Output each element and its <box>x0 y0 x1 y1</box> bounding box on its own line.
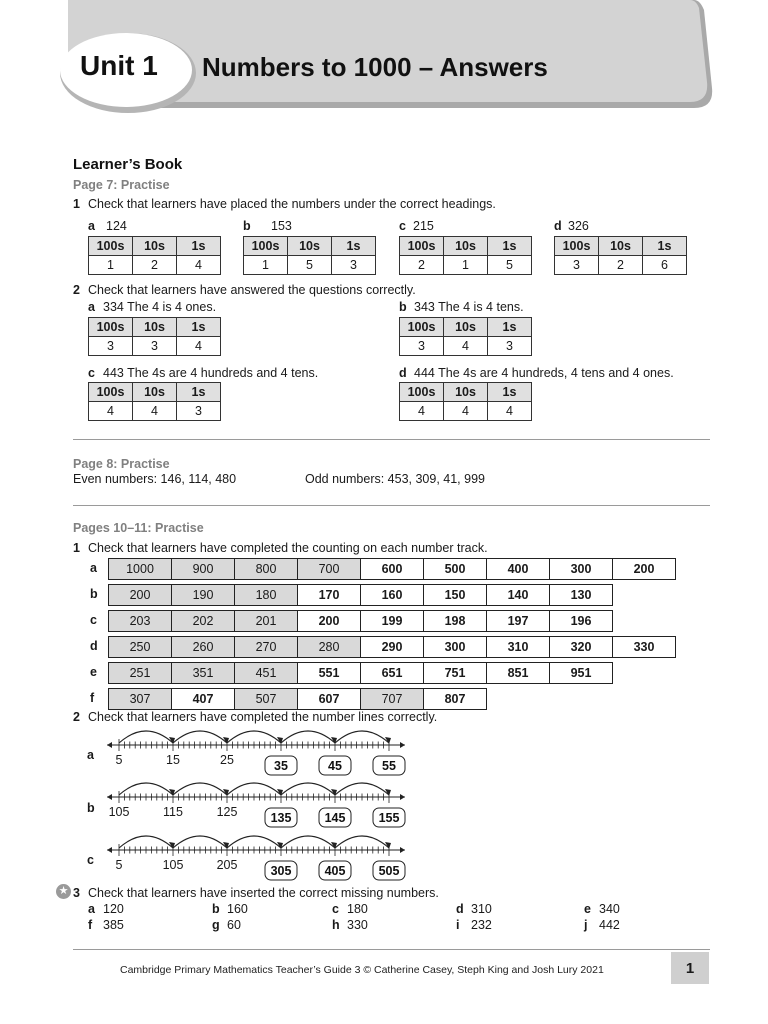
track-cell-given: 707 <box>360 688 424 710</box>
track-cell-given: 251 <box>108 662 172 684</box>
jump-arc <box>335 731 389 743</box>
answer-label: 505 <box>378 864 400 878</box>
pages10-11-heading: Pages 10–11: Practise <box>73 521 204 535</box>
tick-label: 205 <box>216 858 238 872</box>
track-cell-answer: 300 <box>423 636 487 658</box>
odd-numbers: Odd numbers: 453, 309, 41, 999 <box>305 472 485 486</box>
item-letter: c <box>399 219 406 233</box>
answer-letter: d <box>456 902 464 916</box>
arrow-right-icon <box>400 847 405 853</box>
pv-header: 100s <box>89 318 133 337</box>
tick-label: 25 <box>220 753 234 767</box>
challenge-star-icon: ★ <box>56 884 71 899</box>
track-cell-given: 190 <box>171 584 235 606</box>
pv-cell: 2 <box>400 256 444 275</box>
jump-arc <box>173 783 227 795</box>
page8-heading: Page 8: Practise <box>73 457 170 471</box>
pv-cell: 4 <box>133 402 177 421</box>
pv-cell: 3 <box>89 337 133 356</box>
pv-header: 100s <box>555 237 599 256</box>
tick-label: 105 <box>162 858 184 872</box>
answer-letter: f <box>88 918 93 932</box>
pv-header: 1s <box>488 237 532 256</box>
jump-arc <box>119 783 173 795</box>
pv-header: 10s <box>444 383 488 402</box>
pv-cell: 1 <box>89 256 133 275</box>
track-cell-given: 451 <box>234 662 298 684</box>
item-text: 334 The 4 is 4 ones. <box>103 300 217 314</box>
pv-header: 1s <box>177 237 221 256</box>
answer-label: 405 <box>324 864 346 878</box>
pv-cell: 5 <box>288 256 332 275</box>
pv-cell: 1 <box>444 256 488 275</box>
item-text: 343 The 4 is 4 tens. <box>414 300 524 314</box>
question-text: Check that learners have completed the number lines correctly. <box>88 710 438 724</box>
jump-arc <box>173 731 227 743</box>
track-cell-answer: 200 <box>612 558 676 580</box>
track-cell-given: 1000 <box>108 558 172 580</box>
item-number: 326 <box>568 219 589 233</box>
track-cell-answer: 290 <box>360 636 424 658</box>
page-number: 1 <box>671 952 709 984</box>
item-letter: a <box>88 219 95 233</box>
track-cell-answer: 951 <box>549 662 613 684</box>
pv-cell: 6 <box>643 256 687 275</box>
answer-letter: c <box>332 902 339 916</box>
question-number: 2 <box>73 710 80 724</box>
answer-label: 305 <box>270 864 292 878</box>
track-cell-answer: 199 <box>360 610 424 632</box>
track-letter: e <box>90 665 97 679</box>
pv-header: 10s <box>133 383 177 402</box>
track-cell-answer: 196 <box>549 610 613 632</box>
track-cell-answer: 407 <box>171 688 235 710</box>
answer-letter: h <box>332 918 340 932</box>
answer-value: 310 <box>471 902 492 916</box>
section-heading: Learner’s Book <box>73 156 183 173</box>
track-cell-given: 201 <box>234 610 298 632</box>
pv-header: 1s <box>177 318 221 337</box>
track-cell-answer: 320 <box>549 636 613 658</box>
track-cell-answer: 150 <box>423 584 487 606</box>
answer-label: 145 <box>324 811 346 825</box>
track-cell-given: 270 <box>234 636 298 658</box>
track-cell-answer: 330 <box>612 636 676 658</box>
track-cell-given: 202 <box>171 610 235 632</box>
track-cell-given: 900 <box>171 558 235 580</box>
track-cell-answer: 130 <box>549 584 613 606</box>
line-letter: a <box>87 748 94 762</box>
pv-header: 100s <box>400 383 444 402</box>
track-cell-answer: 310 <box>486 636 550 658</box>
track-cell-answer: 197 <box>486 610 550 632</box>
jump-arc <box>281 783 335 795</box>
jump-arc <box>119 836 173 848</box>
line-letter: b <box>87 801 95 815</box>
answer-value: 232 <box>471 918 492 932</box>
track-cell-answer: 807 <box>423 688 487 710</box>
track-cell-answer: 160 <box>360 584 424 606</box>
page-title: Numbers to 1000 – Answers <box>202 52 548 82</box>
answer-letter: j <box>584 918 588 932</box>
answer-value: 340 <box>599 902 620 916</box>
pv-cell: 4 <box>177 256 221 275</box>
jump-arc <box>227 731 281 743</box>
item-letter: b <box>243 219 251 233</box>
track-cell-answer: 198 <box>423 610 487 632</box>
question-number: 1 <box>73 197 80 211</box>
tick-label: 125 <box>216 805 238 819</box>
arrow-right-icon <box>400 742 405 748</box>
answer-letter: a <box>88 902 95 916</box>
answer-letter: i <box>456 918 460 932</box>
pv-cell: 4 <box>400 402 444 421</box>
pv-cell: 3 <box>555 256 599 275</box>
arrow-right-icon <box>400 794 405 800</box>
track-cell-answer: 600 <box>360 558 424 580</box>
answer-value: 120 <box>103 902 124 916</box>
jump-arc <box>173 836 227 848</box>
pv-cell: 3 <box>332 256 376 275</box>
item-letter: d <box>554 219 562 233</box>
jump-arc <box>335 836 389 848</box>
item-text: 444 The 4s are 4 hundreds, 4 tens and 4 ones. <box>414 366 674 380</box>
answer-value: 180 <box>347 902 368 916</box>
item-number: 215 <box>413 219 434 233</box>
line-letter: c <box>87 853 94 867</box>
track-cell-answer: 751 <box>423 662 487 684</box>
item-number: 124 <box>106 219 127 233</box>
pv-header: 10s <box>599 237 643 256</box>
pv-header: 100s <box>89 383 133 402</box>
page7-heading: Page 7: Practise <box>73 178 170 192</box>
pv-header: 10s <box>444 318 488 337</box>
unit-label: Unit 1 <box>80 50 158 81</box>
pv-header: 10s <box>444 237 488 256</box>
answer-label: 45 <box>328 759 342 773</box>
question-text: Check that learners have placed the numbers under the correct headings. <box>88 197 496 211</box>
track-cell-answer: 651 <box>360 662 424 684</box>
pv-cell: 5 <box>488 256 532 275</box>
footer-text: Cambridge Primary Mathematics Teacher’s Guide 3 © Catherine Casey, Steph King and Josh Lury 2021 <box>120 964 604 976</box>
arrow-left-icon <box>107 847 112 853</box>
jump-arc <box>281 731 335 743</box>
track-letter: f <box>90 691 95 705</box>
answer-value: 60 <box>227 918 241 932</box>
track-cell-answer: 140 <box>486 584 550 606</box>
pv-header: 10s <box>133 237 177 256</box>
question-number: 2 <box>73 283 80 297</box>
track-cell-answer: 851 <box>486 662 550 684</box>
item-number: 153 <box>271 219 292 233</box>
track-cell-given: 351 <box>171 662 235 684</box>
jump-arc <box>335 783 389 795</box>
pv-cell: 1 <box>244 256 288 275</box>
pv-cell: 4 <box>488 402 532 421</box>
pv-cell: 2 <box>599 256 643 275</box>
question-text: Check that learners have answered the questions correctly. <box>88 283 416 297</box>
tick-label: 5 <box>115 858 123 872</box>
answer-label: 155 <box>378 811 400 825</box>
pv-cell: 4 <box>89 402 133 421</box>
tick-label: 115 <box>163 805 183 819</box>
pv-header: 10s <box>133 318 177 337</box>
pv-cell: 3 <box>400 337 444 356</box>
arrow-left-icon <box>107 742 112 748</box>
track-cell-given: 307 <box>108 688 172 710</box>
track-cell-answer: 200 <box>297 610 361 632</box>
tick-label: 15 <box>166 753 180 767</box>
answer-letter: e <box>584 902 591 916</box>
item-letter: c <box>88 366 95 380</box>
question-text: Check that learners have completed the counting on each number track. <box>88 541 488 555</box>
pv-header: 10s <box>288 237 332 256</box>
answer-letter: g <box>212 918 220 932</box>
pv-header: 1s <box>177 383 221 402</box>
track-cell-given: 200 <box>108 584 172 606</box>
track-cell-given: 180 <box>234 584 298 606</box>
track-cell-answer: 500 <box>423 558 487 580</box>
pv-cell: 4 <box>444 337 488 356</box>
divider <box>73 949 710 950</box>
pv-header: 1s <box>643 237 687 256</box>
pv-cell: 3 <box>133 337 177 356</box>
track-cell-given: 280 <box>297 636 361 658</box>
track-cell-answer: 170 <box>297 584 361 606</box>
jump-arc <box>119 731 173 743</box>
question-number: 3 <box>73 886 80 900</box>
track-cell-answer: 400 <box>486 558 550 580</box>
pv-header: 1s <box>488 318 532 337</box>
track-cell-answer: 551 <box>297 662 361 684</box>
answer-label: 135 <box>270 811 292 825</box>
track-cell-answer: 607 <box>297 688 361 710</box>
pv-cell: 4 <box>177 337 221 356</box>
track-cell-given: 203 <box>108 610 172 632</box>
jump-arc <box>227 783 281 795</box>
item-text: 443 The 4s are 4 hundreds and 4 tens. <box>103 366 319 380</box>
item-letter: a <box>88 300 95 314</box>
answer-label: 55 <box>382 759 396 773</box>
jump-arc <box>227 836 281 848</box>
pv-header: 100s <box>244 237 288 256</box>
answer-letter: b <box>212 902 220 916</box>
answer-value: 160 <box>227 902 248 916</box>
track-letter: a <box>90 561 97 575</box>
question-text: Check that learners have inserted the correct missing numbers. <box>88 886 439 900</box>
jump-arc <box>281 836 335 848</box>
pv-header: 100s <box>400 237 444 256</box>
track-cell-given: 507 <box>234 688 298 710</box>
track-letter: c <box>90 613 97 627</box>
pv-header: 1s <box>488 383 532 402</box>
track-cell-given: 260 <box>171 636 235 658</box>
answer-value: 330 <box>347 918 368 932</box>
track-cell-answer: 300 <box>549 558 613 580</box>
track-letter: b <box>90 587 98 601</box>
answer-value: 385 <box>103 918 124 932</box>
even-numbers: Even numbers: 146, 114, 480 <box>73 472 237 486</box>
answer-label: 35 <box>274 759 288 773</box>
track-cell-given: 800 <box>234 558 298 580</box>
pv-cell: 3 <box>177 402 221 421</box>
pv-cell: 3 <box>488 337 532 356</box>
answer-value: 442 <box>599 918 620 932</box>
pv-header: 1s <box>332 237 376 256</box>
pv-cell: 2 <box>133 256 177 275</box>
tick-label: 5 <box>115 753 123 767</box>
pv-cell: 4 <box>444 402 488 421</box>
pv-header: 100s <box>400 318 444 337</box>
pv-header: 100s <box>89 237 133 256</box>
arrow-left-icon <box>107 794 112 800</box>
track-cell-given: 250 <box>108 636 172 658</box>
track-cell-given: 700 <box>297 558 361 580</box>
tick-label: 105 <box>108 805 130 819</box>
item-letter: d <box>399 366 407 380</box>
item-letter: b <box>399 300 407 314</box>
question-number: 1 <box>73 541 80 555</box>
track-letter: d <box>90 639 98 653</box>
